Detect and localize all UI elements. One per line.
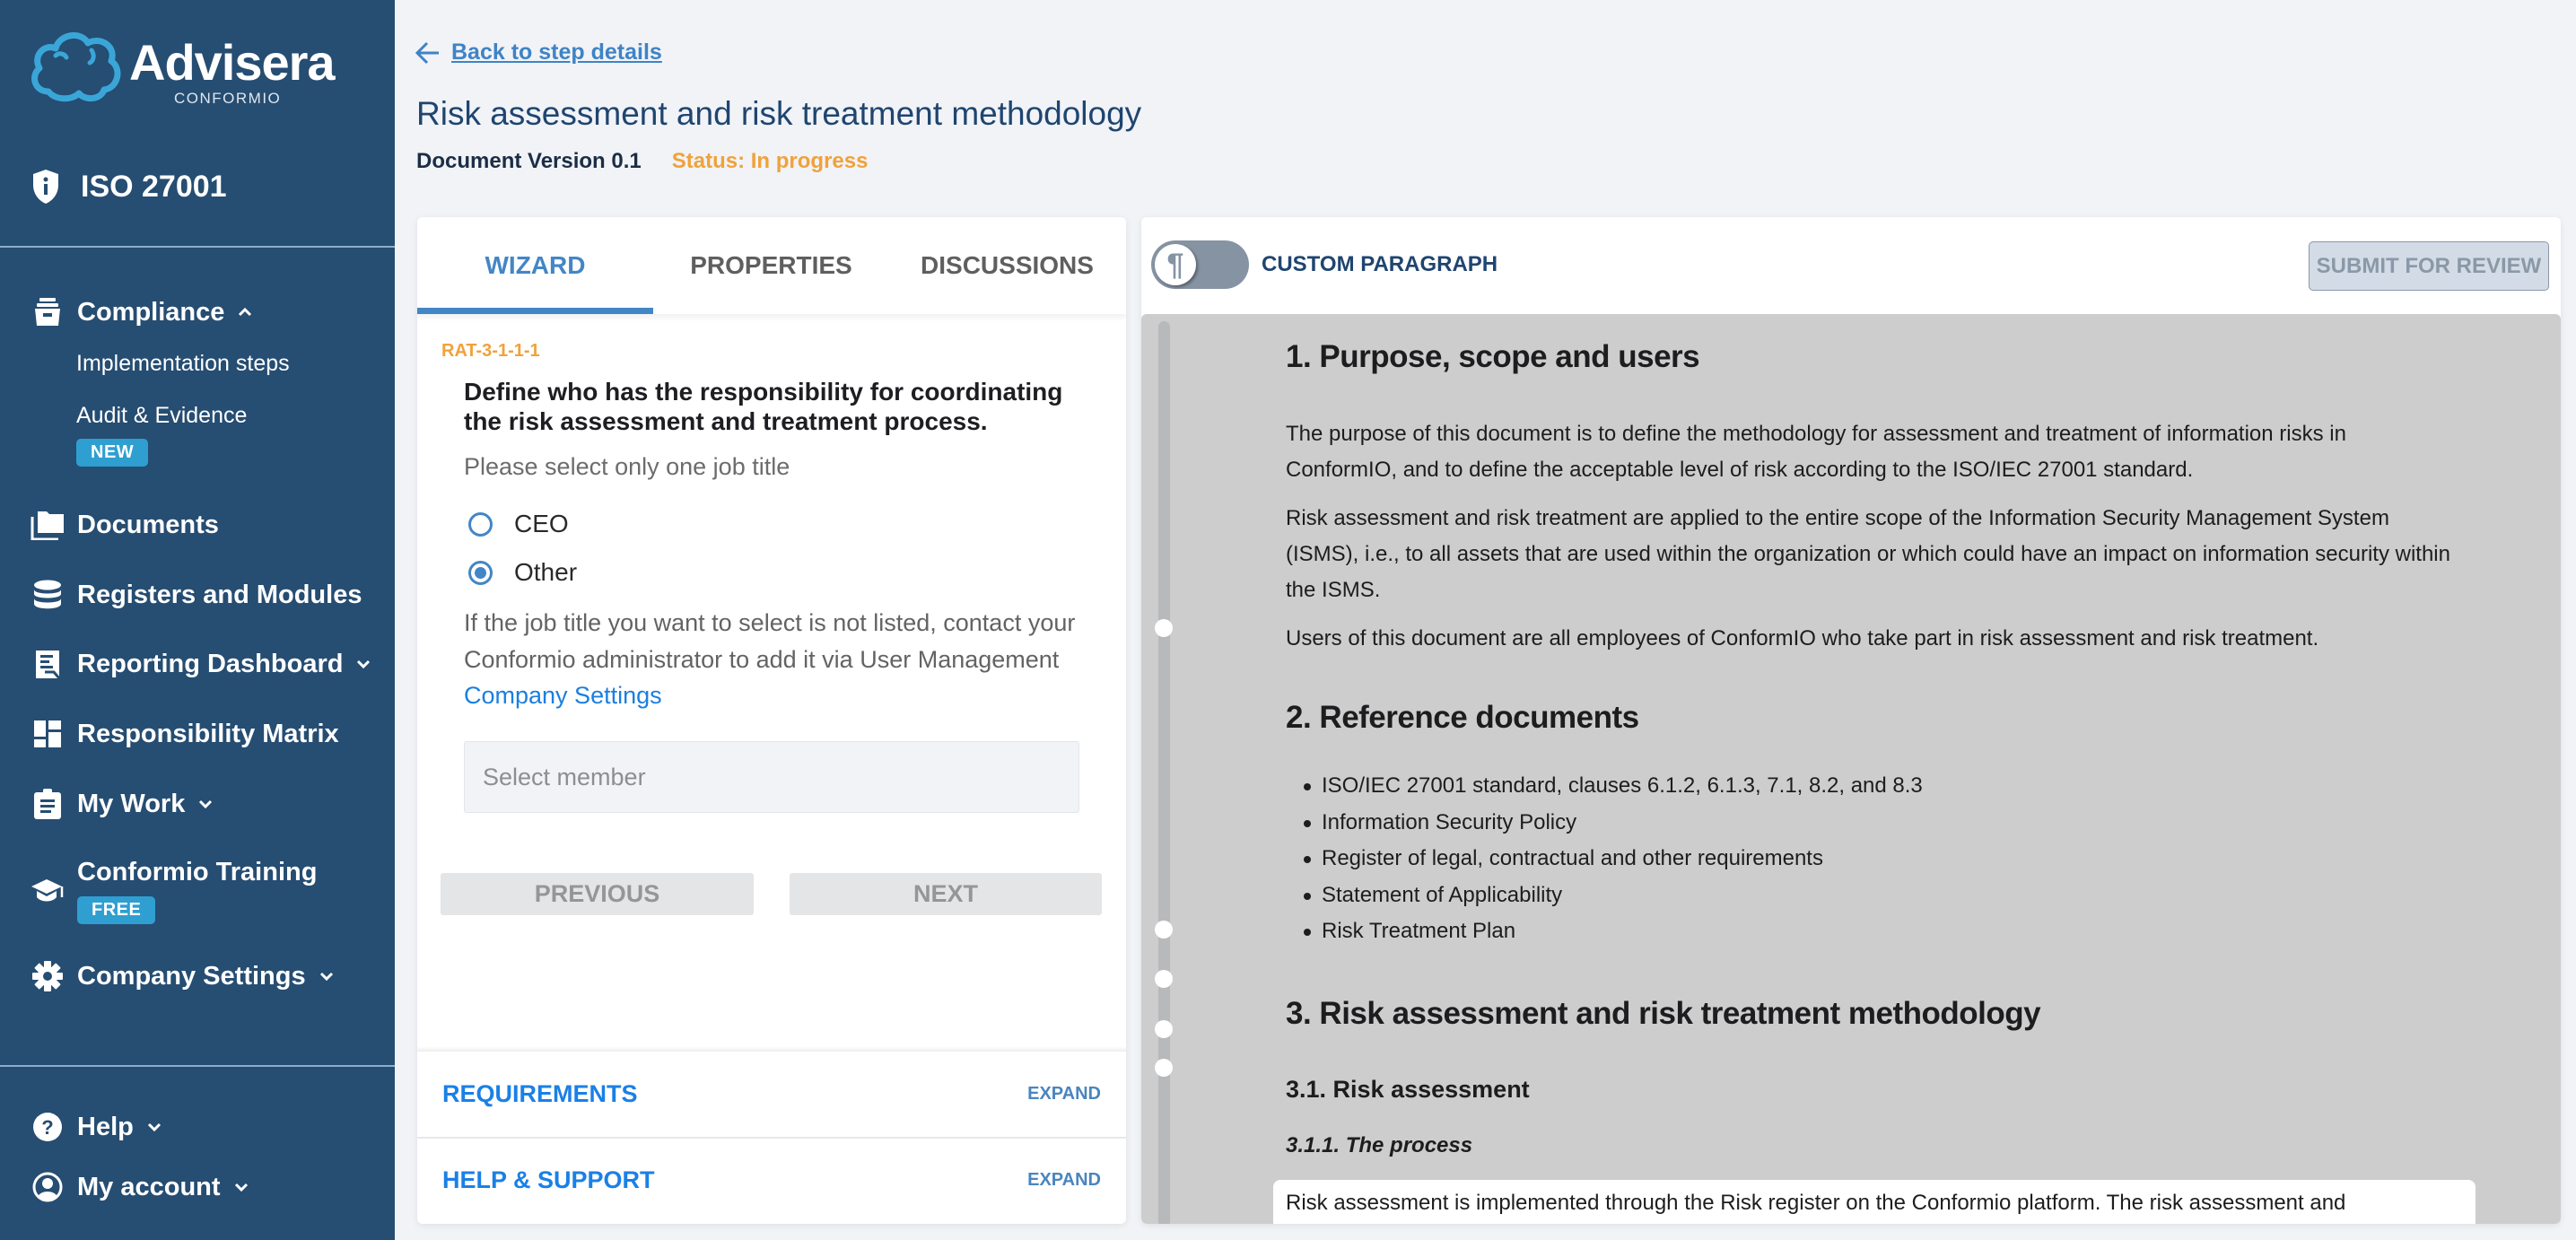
back-to-step-details-link[interactable] <box>415 39 662 65</box>
list-item: Statement of Applicability <box>1304 878 1923 914</box>
sidebar-item-implementation-steps[interactable]: Implementation steps <box>76 351 290 376</box>
pilcrow-icon: ¶ <box>1155 244 1196 285</box>
sidebar-item-label: Reporting Dashboard <box>77 650 344 678</box>
brand-name: Advisera <box>129 34 335 91</box>
document-editor-panel <box>1141 217 2561 1224</box>
next-button[interactable]: NEXT <box>790 873 1102 915</box>
paragraph-marker[interactable] <box>1155 970 1173 988</box>
radio-button[interactable] <box>468 512 493 537</box>
sidebar-item-compliance[interactable] <box>31 294 253 330</box>
submit-for-review-button[interactable]: SUBMIT FOR REVIEW <box>2309 241 2549 291</box>
expand-button[interactable]: EXPAND <box>1027 1084 1101 1104</box>
wizard-info-text <box>464 605 1092 714</box>
sidebar-item-label: Help <box>77 1113 134 1141</box>
radio-button-checked[interactable] <box>468 561 493 585</box>
sidebar-item-label: Compliance <box>77 298 225 327</box>
report-icon <box>31 647 65 681</box>
sidebar-item-label: Registers and Modules <box>77 581 362 609</box>
sidebar-item-my-work[interactable] <box>31 786 214 822</box>
company-settings-link[interactable]: Company Settings <box>464 682 662 709</box>
free-badge: FREE <box>77 896 155 924</box>
shield-info-icon <box>32 169 59 205</box>
previous-button[interactable]: PREVIOUS <box>441 873 754 915</box>
chevron-down-icon <box>146 1119 162 1135</box>
list-item: Register of legal, contractual and other requirements <box>1304 841 1923 878</box>
wizard-tabs <box>417 217 1126 314</box>
sidebar-item-documents[interactable] <box>31 507 219 543</box>
option-label: CEO <box>514 510 569 537</box>
document-version: Document Version 0.1 <box>416 149 642 173</box>
tab-properties[interactable]: PROPERTIES <box>690 251 852 279</box>
paragraph-marker[interactable] <box>1155 1059 1173 1077</box>
option-ceo[interactable] <box>468 510 569 538</box>
sidebar-item-label: Responsibility Matrix <box>77 720 339 748</box>
sidebar-item-company-settings[interactable] <box>31 958 335 994</box>
custom-paragraph-toggle[interactable] <box>1151 240 1249 289</box>
sidebar-item-registers[interactable] <box>31 577 362 613</box>
chevron-down-icon <box>319 968 335 984</box>
grid-icon <box>31 717 65 751</box>
paragraph-rail <box>1158 321 1170 1224</box>
step-code: RAT-3-1-1-1 <box>441 341 540 361</box>
reference-list <box>1304 768 1923 950</box>
wizard-question: Define who has the responsibility for coordinating the risk assessment and treatment process. <box>464 378 1063 435</box>
clipboard-icon <box>31 787 65 821</box>
paragraph-marker[interactable] <box>1155 1020 1173 1038</box>
help-support-accordion[interactable] <box>417 1137 1126 1222</box>
chevron-down-icon <box>355 656 371 672</box>
option-other[interactable] <box>468 558 577 587</box>
arrow-left-icon <box>415 41 441 65</box>
gear-icon <box>31 959 65 993</box>
list-item: ISO/IEC 27001 standard, clauses 6.1.2, 6.1.3, 7.1, 8.2, and 8.3 <box>1304 768 1923 805</box>
question-circle-icon <box>31 1110 65 1144</box>
info-text: If the job title you want to select is not listed, contact your Conformio administrator to add it via User Management <box>464 609 1076 673</box>
chevron-down-icon <box>197 796 214 812</box>
chevron-down-icon <box>233 1179 249 1195</box>
paragraph-marker[interactable] <box>1155 619 1173 637</box>
sidebar-divider <box>0 246 395 248</box>
doc-subheading: 3.1. Risk assessment <box>1286 1076 1530 1103</box>
doc-paragraph: Risk assessment is implemented through the Risk register on the Conformio platform. The risk assessment and <box>1286 1191 2346 1215</box>
paragraph-marker[interactable] <box>1155 921 1173 939</box>
chevron-up-icon <box>237 304 253 320</box>
sidebar-item-reporting-dashboard[interactable] <box>31 646 371 682</box>
tab-discussions[interactable]: DISCUSSIONS <box>921 251 1094 279</box>
list-item: Information Security Policy <box>1304 805 1923 842</box>
doc-subsubheading: 3.1.1. The process <box>1286 1133 1473 1157</box>
database-icon <box>31 578 65 612</box>
product-label: ISO 27001 <box>81 170 227 204</box>
doc-heading-purpose: 1. Purpose, scope and users <box>1286 339 1700 374</box>
sidebar-item-conformio-training[interactable] <box>31 854 317 908</box>
sidebar-item-my-account[interactable] <box>31 1169 249 1205</box>
expand-button[interactable]: EXPAND <box>1027 1170 1101 1190</box>
document-meta <box>416 147 868 176</box>
sidebar-item-label: Company Settings <box>77 962 306 991</box>
svg-text:?: ? <box>41 1116 54 1139</box>
page-title: Risk assessment and risk treatment methodology <box>416 95 1142 132</box>
option-label: Other <box>514 558 578 586</box>
accordion-title: REQUIREMENTS <box>442 1080 638 1107</box>
sidebar-item-label: My account <box>77 1173 221 1201</box>
sidebar <box>0 0 395 1240</box>
requirements-accordion[interactable] <box>417 1052 1126 1137</box>
wizard-panel <box>417 217 1126 1224</box>
sidebar-item-label: My Work <box>77 790 186 818</box>
select-member-dropdown[interactable]: Select member <box>464 741 1079 813</box>
doc-paragraph[interactable]: Risk assessment and risk treatment are applied to the entire scope of the Information Security Management System (ISMS), i.e., to all assets that are used within the organization or which could have an impact on information security within the ISMS. <box>1286 506 2450 602</box>
wizard-hint: Please select only one job title <box>464 453 790 480</box>
folders-icon <box>31 508 65 542</box>
custom-paragraph-label: CUSTOM PARAGRAPH <box>1262 252 1498 276</box>
graduation-cap-icon <box>31 874 65 908</box>
sidebar-item-audit-evidence[interactable]: Audit & Evidence <box>76 403 248 428</box>
sidebar-item-label: Conformio Training <box>77 858 318 886</box>
doc-paragraph[interactable]: The purpose of this document is to define the methodology for assessment and treatment of information risks in ConformIO, and to define the acceptable level of risk according to the ISO/IEC 27001 standard. <box>1286 422 2346 482</box>
document-preview <box>1141 314 2561 1224</box>
sidebar-footer-divider <box>0 1065 395 1067</box>
brand-subtitle: CONFORMIO <box>174 90 282 107</box>
list-item: Risk Treatment Plan <box>1304 913 1923 950</box>
sidebar-item-label: Documents <box>77 511 219 539</box>
doc-heading-references: 2. Reference documents <box>1286 700 1639 735</box>
tab-wizard[interactable]: WIZARD <box>417 217 653 314</box>
sidebar-item-help[interactable] <box>31 1109 162 1145</box>
doc-heading-methodology: 3. Risk assessment and risk treatment methodology <box>1286 996 2041 1031</box>
accordion-title: HELP & SUPPORT <box>442 1166 655 1193</box>
status-badge: Status: In progress <box>671 149 869 173</box>
sidebar-item-responsibility-matrix[interactable] <box>31 716 339 752</box>
user-circle-icon <box>31 1170 65 1204</box>
new-badge: NEW <box>76 439 148 467</box>
product-title[interactable] <box>32 167 227 206</box>
back-link-label: Back to step details <box>451 39 662 65</box>
advisera-cloud-logo-icon <box>29 29 124 102</box>
doc-paragraph[interactable]: Users of this document are all employees of ConformIO who take part in risk assessment and risk treatment. <box>1286 626 2319 651</box>
editable-paragraph[interactable] <box>1273 1180 2476 1224</box>
archive-box-icon <box>31 295 65 329</box>
